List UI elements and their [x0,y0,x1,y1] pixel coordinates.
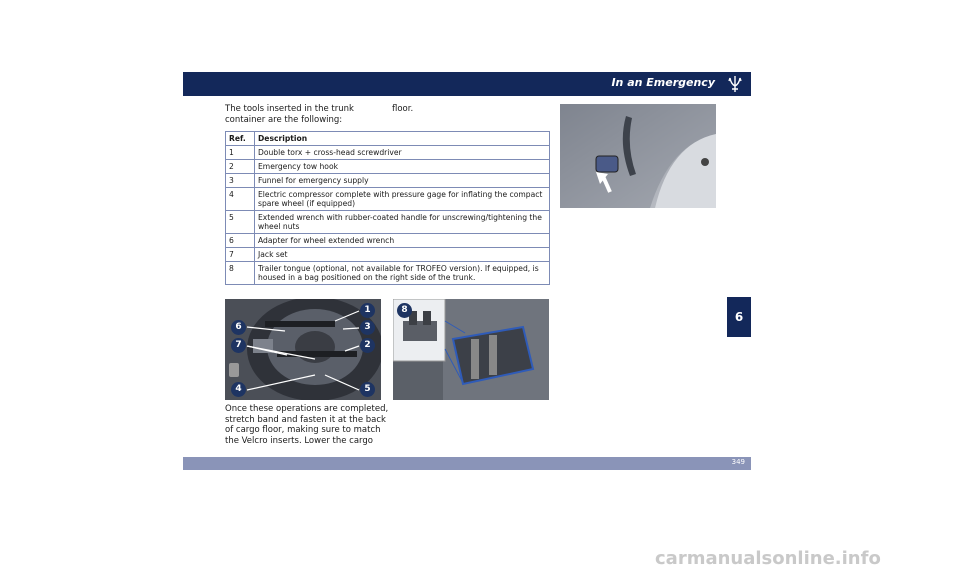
ref-cell: 2 [226,160,255,174]
closing-text [225,404,388,446]
table-row [226,160,550,174]
callout-6: 6 [231,320,246,335]
intro-line-2: container are the following: [225,114,343,125]
tools-table [225,131,550,285]
intro-line-1: The tools inserted in the trunk [225,104,354,114]
callout-4: 4 [231,382,246,397]
section-title: In an Emergency [611,76,715,89]
intro-text [225,104,354,125]
column-header-description: Description [255,132,550,146]
table-row [226,262,550,285]
tools-photo [225,299,381,400]
page-number: 349 [731,458,745,466]
callout-3: 3 [360,320,375,335]
ref-cell: 3 [226,174,255,188]
ref-cell: 7 [226,248,255,262]
description-cell: Funnel for emergency supply [255,174,550,188]
description-cell: Electric compressor complete with pressure gage for inflating the compact spare wheel (if equipped) [255,188,550,211]
watermark-text: carmanualsonline.info [655,548,881,569]
closing-line-3: of cargo floor, making sure to match [225,425,381,435]
table-row [226,146,550,160]
description-cell: Double torx + cross-head screwdriver [255,146,550,160]
chapter-tab: 6 [727,297,751,337]
trident-logo-icon [725,74,745,94]
ref-cell: 4 [226,188,255,211]
description-cell: Adapter for wheel extended wrench [255,234,550,248]
description-cell: Emergency tow hook [255,160,550,174]
table-row [226,174,550,188]
trailer-tongue-bag-photo [393,299,549,400]
table-row [226,211,550,234]
callout-2: 2 [360,338,375,353]
table-row [226,234,550,248]
callout-7: 7 [231,338,246,353]
column-header-ref: Ref. [226,132,255,146]
footer-bar [183,457,751,470]
closing-line-1: Once these operations are completed, [225,404,389,414]
callout-1: 1 [360,303,375,318]
closing-line-2: stretch band and fasten it at the back [225,414,386,425]
table-header-row [226,132,550,146]
header-bar [183,72,751,96]
description-cell: Jack set [255,248,550,262]
ref-cell: 1 [226,146,255,160]
ref-cell: 6 [226,234,255,248]
description-cell: Trailer tongue (optional, not available for TROFEO version). If equipped, is housed in a bag positioned on the right side of the trunk. [255,262,550,285]
trunk-latch-photo [560,104,716,208]
table-row [226,248,550,262]
continued-text: floor. [392,104,414,114]
callout-8: 8 [397,303,412,318]
callout-5: 5 [360,382,375,397]
description-cell: Extended wrench with rubber-coated handle for unscrewing/tightening the wheel nuts [255,211,550,234]
table-row [226,188,550,211]
ref-cell: 8 [226,262,255,285]
ref-cell: 5 [226,211,255,234]
closing-line-4: the Velcro inserts. Lower the cargo [225,435,373,446]
